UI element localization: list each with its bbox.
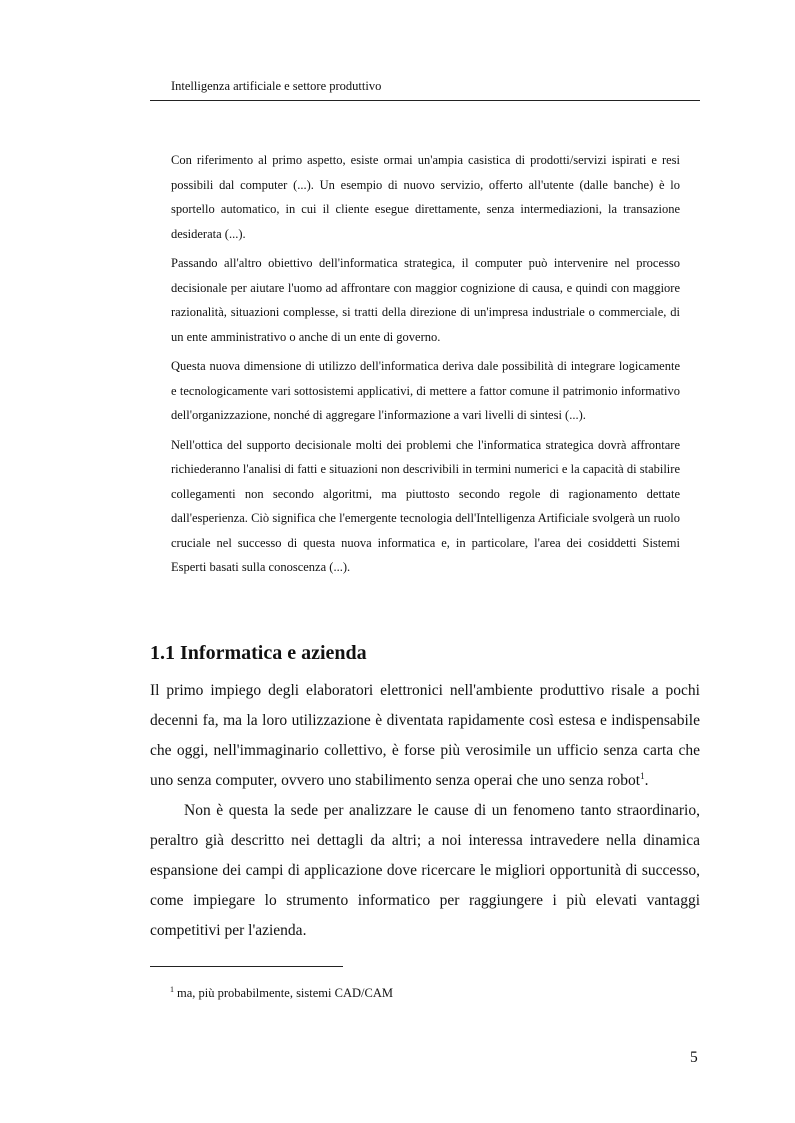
body-paragraph-1 — [150, 676, 700, 796]
quotation-block — [171, 148, 680, 585]
body-paragraph-1-text: Il primo impiego degli elaboratori elettronici nell'ambiente produttivo risale a pochi decenni fa, ma la loro utilizzazione è diventata rapidamente così estesa e indispensabile che oggi, nell'immaginario collettivo, è forse più verosimile un ufficio senza carta che uno senza computer, ovvero uno stabilimento senza operai che uno senza robot — [150, 682, 700, 789]
quote-paragraph-3: Questa nuova dimensione di utilizzo dell'informatica deriva dale possibilità di integrare logicamente e tecnologicamente vari sottosistemi applicativi, di mettere a fattor comune il patrimonio informativo dell'organizzazione, nonché di aggregare l'informazione a vari livelli di sintesi (...). — [171, 359, 680, 422]
body-text — [150, 676, 700, 946]
body-paragraph-2: Non è questa la sede per analizzare le cause di un fenomeno tanto straordinario, peraltro già descritto nei dettagli da altri; a noi interessa intravedere nella dinamica espansione dei campi di applicazione dove ricercare le migliori opportunità di successo, come impiegare lo strumento informatico per raggiungere i più elevati vantaggi competitivi per l'azienda. — [150, 802, 700, 939]
running-header: Intelligenza artificiale e settore produttivo — [171, 79, 382, 93]
footnote-rule — [150, 966, 343, 967]
footnote-reference[interactable]: 1 — [640, 770, 645, 781]
body-paragraph-1-end: . — [644, 772, 649, 789]
header-rule — [150, 100, 700, 101]
page-number: 5 — [690, 1049, 698, 1066]
footnote-text: ma, più probabilmente, sistemi CAD/CAM — [177, 986, 393, 1000]
section-heading: 1.1 Informatica e azienda — [150, 642, 367, 664]
quote-paragraph-1: Con riferimento al primo aspetto, esiste ormai un'ampia casistica di prodotti/servizi ispirati e resi possibili dal computer (...). Un esempio di nuovo servizio, offerto all'utente (dalle banche) è lo sportello automatico, in cui il cliente esegue direttamente, senza intermediazioni, la transazione desiderata (...). — [171, 153, 680, 241]
footnote — [170, 985, 393, 1001]
quote-paragraph-4: Nell'ottica del supporto decisionale molti dei problemi che l'informatica strategica dovrà affrontare richiederanno l'analisi di fatti e situazioni non descrivibili in termini numerici e la capacità di stabilire collegamenti non secondo algoritmi, ma piuttosto secondo regole di ragionamento dettate dall'esperienza. Ciò significa che l'emergente tecnologia dell'Intelligenza Artificiale svolgerà un ruolo cruciale nel successo di questa nuova informatica e, in particolare, l'area dei cosiddetti Sistemi Esperti basati sulla conoscenza (...). — [171, 437, 680, 574]
footnote-number: 1 — [170, 984, 174, 994]
quote-paragraph-2: Passando all'altro obiettivo dell'informatica strategica, il computer può intervenire nel processo decisionale per aiutare l'uomo ad affrontare con maggior cognizione di causa, e quindi con maggiore razionalità, situazioni complesse, si tratti della direzione di un'impresa industriale o commerciale, di un ente amministrativo o anche di un ente di governo. — [171, 256, 680, 344]
